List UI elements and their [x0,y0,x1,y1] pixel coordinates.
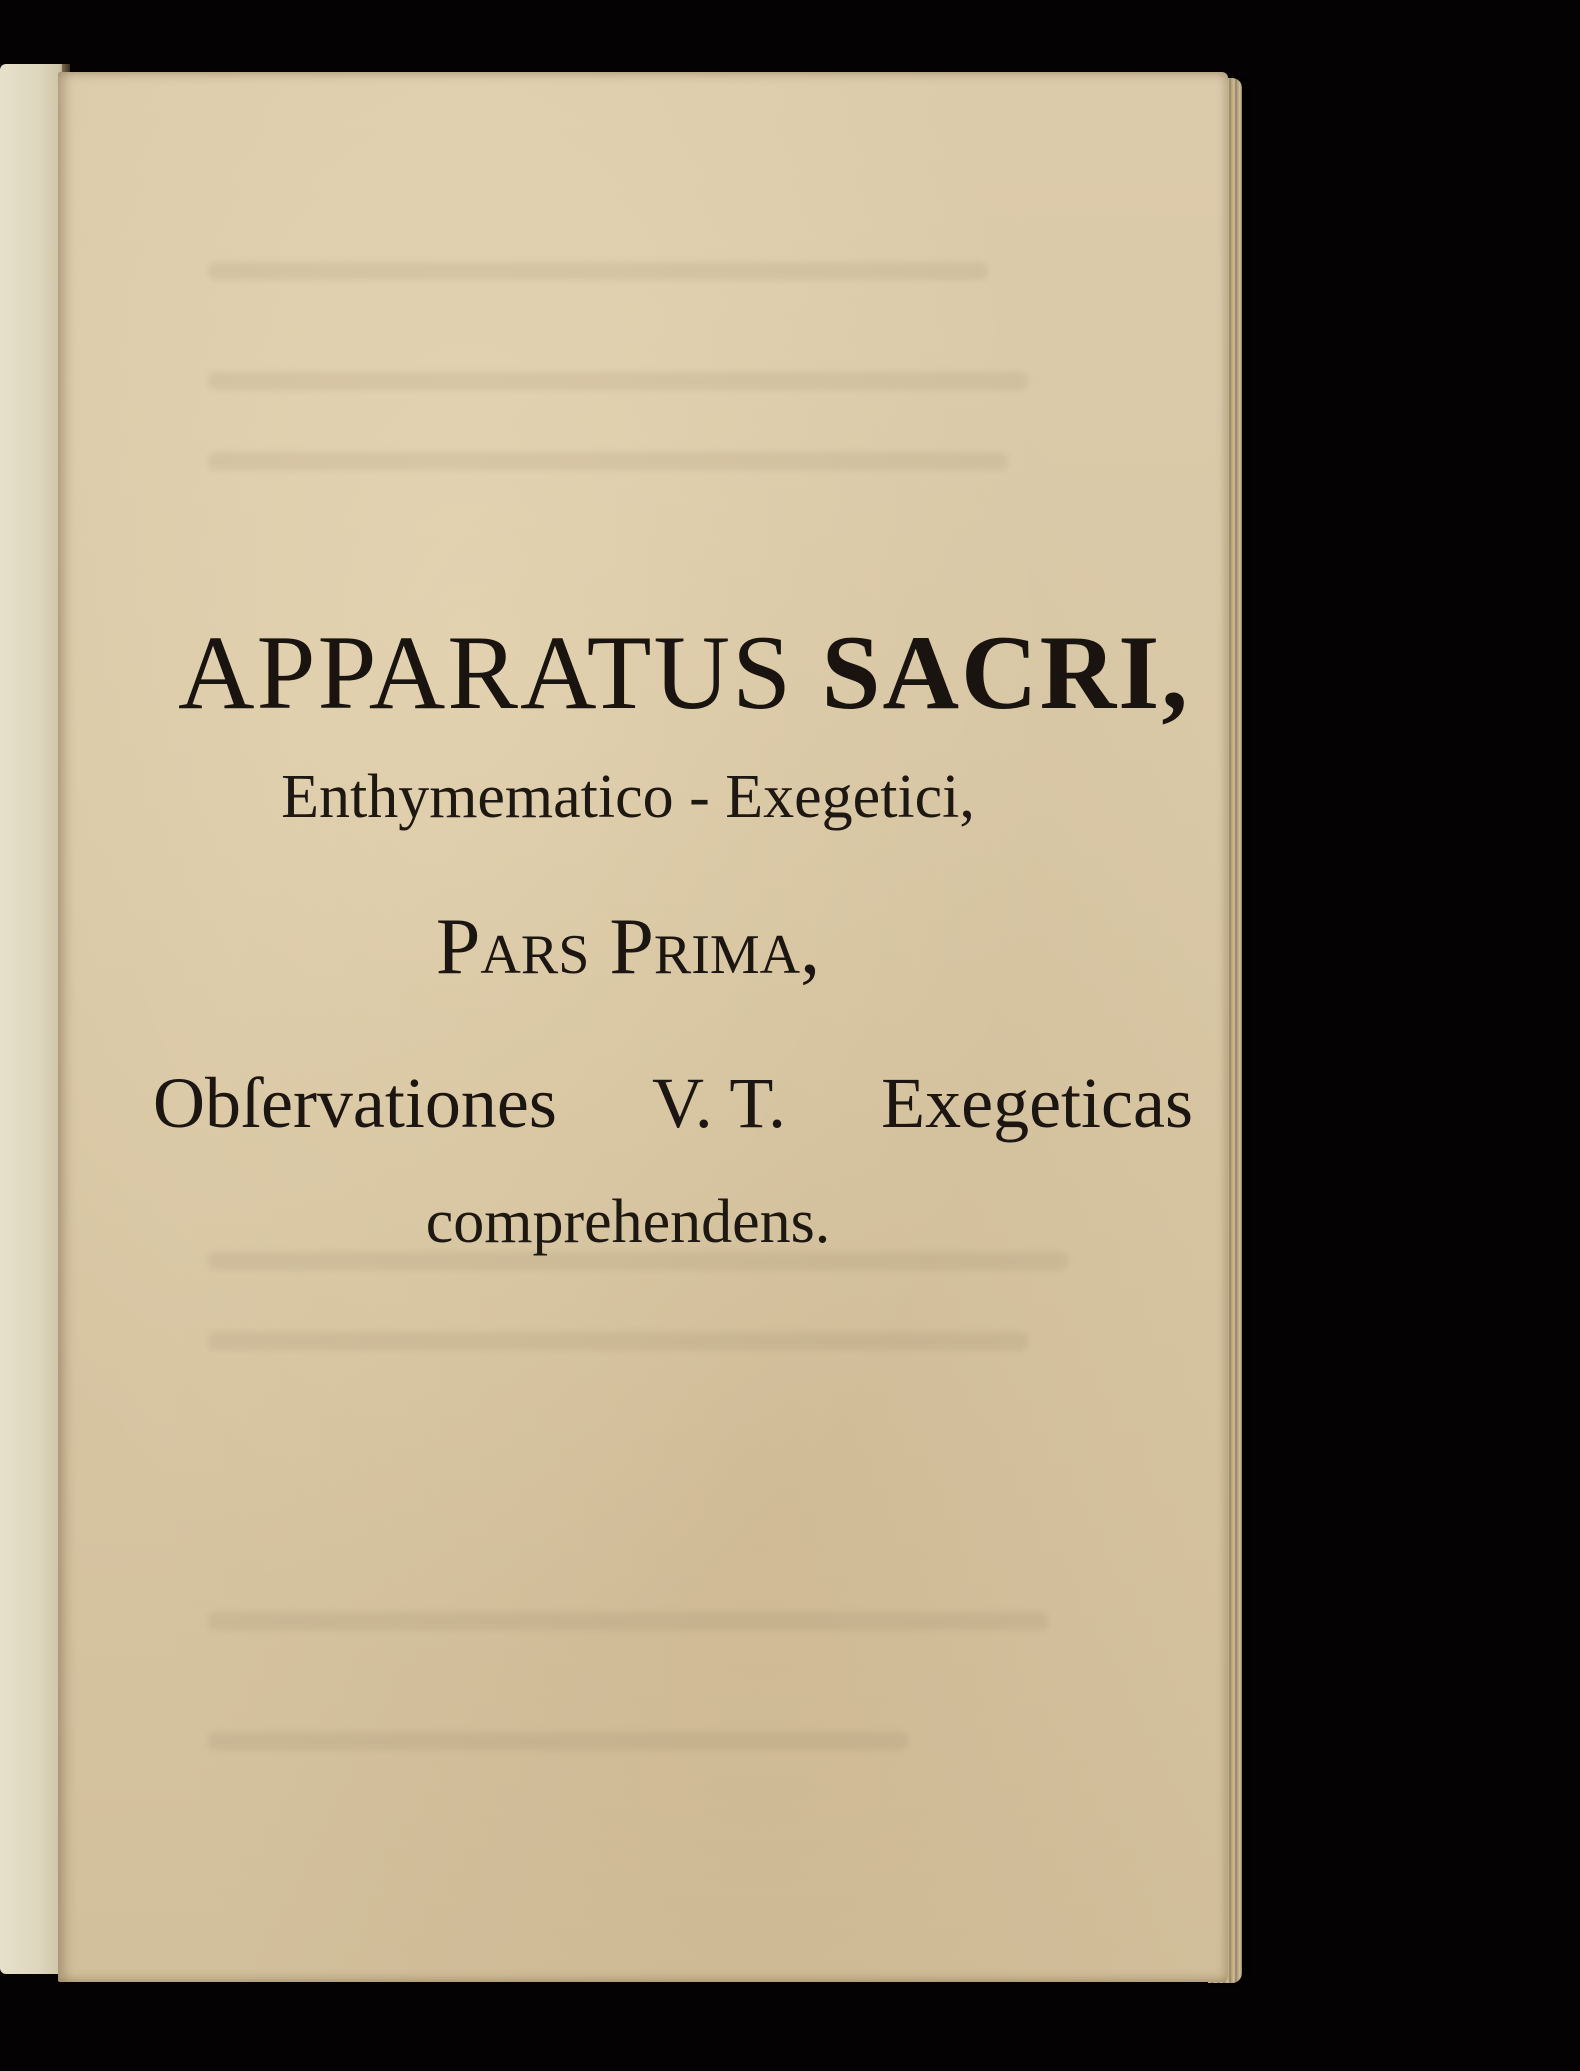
show-through-line [208,372,1028,390]
show-through-line [208,1612,1048,1630]
testament-abbrev: V. T. [651,1063,787,1143]
part-heading: Pars Prima, [435,903,821,991]
show-through-line [208,1332,1028,1350]
subtitle: Enthymematico - Exegetici, [281,763,975,831]
show-through-line [208,1732,908,1750]
main-title [178,612,1190,734]
observations-line [153,1062,1193,1145]
show-through-line [208,262,988,280]
observations-word: Obſervationes [153,1063,557,1143]
show-through-line [208,452,1008,470]
exegeticas-word: Exegeticas [881,1063,1193,1143]
main-title-apparatus: APPARATUS [178,614,794,731]
title-page [58,72,1228,1982]
main-title-sacri: SACRI, [821,614,1190,731]
comprehendens-line: comprehendens. [425,1188,831,1256]
